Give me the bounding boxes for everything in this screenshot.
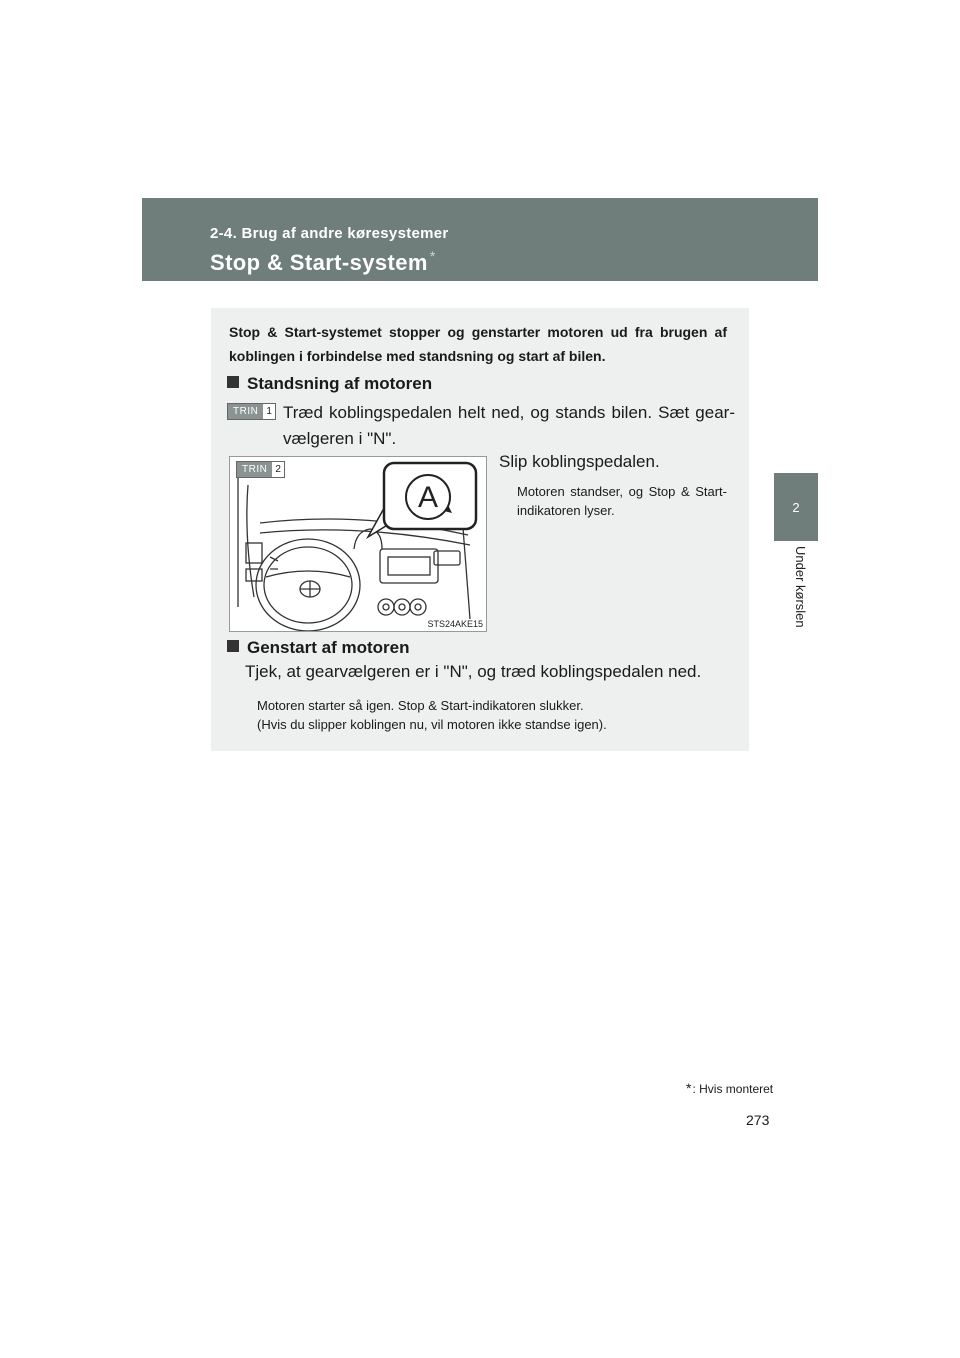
step1-badge: [227, 403, 276, 420]
restart-heading: [227, 638, 409, 658]
callout-letter: A: [417, 481, 439, 514]
dashboard-illustration: [229, 456, 487, 632]
restart-heading-text: Genstart af motoren: [247, 638, 410, 657]
step2-text: Slip koblingspedalen.: [499, 452, 660, 471]
step1-text: Træd koblingspedalen helt ned, og stands bilen. Sæt gear-vælgeren i "N".: [283, 403, 735, 448]
header-band: [142, 198, 818, 281]
bullet-square-icon: [227, 376, 239, 388]
title-marker: *: [429, 248, 436, 264]
stop-heading: [227, 374, 432, 394]
restart-note-line2: (Hvis du slipper koblingen nu, vil motoren ikke standse igen).: [257, 717, 607, 732]
chapter-tab[interactable]: 2: [774, 473, 818, 541]
section-label: 2-4. Brug af andre køresystemer: [210, 225, 449, 242]
chapter-label: Under kørslen: [793, 546, 808, 628]
footnote: [686, 1080, 773, 1096]
footnote-text: : Hvis monteret: [692, 1082, 774, 1096]
figure-code: STS24AKE15: [427, 619, 483, 629]
restart-note-line1: Motoren starter så igen. Stop & Start-indikatoren slukker.: [257, 698, 584, 713]
page-number: 273: [746, 1112, 770, 1128]
page-title: [210, 248, 436, 276]
asterisk-icon: *: [686, 1080, 692, 1096]
restart-text: Tjek, at gearvælgeren er i "N", og træd koblingspedalen ned.: [245, 662, 702, 681]
bullet-square-icon: [227, 640, 239, 652]
step2-badge-word: TRIN: [237, 462, 272, 477]
step2-note: Motoren standser, og Stop & Start-indikatoren lyser.: [517, 484, 727, 518]
step2-badge: [236, 461, 285, 478]
intro-text: Stop & Start-systemet stopper og genstarter motoren ud fra brugen af koblingen i forbindelse med standsning og start af bilen.: [229, 324, 727, 364]
step1-badge-word: TRIN: [228, 404, 263, 419]
stop-heading-text: Standsning af motoren: [247, 374, 433, 393]
step2-badge-number: 2: [275, 464, 281, 475]
page-title-text: Stop & Start-system: [210, 250, 428, 275]
dashboard-drawing: [230, 457, 486, 631]
content-box: [211, 308, 749, 751]
restart-note: [257, 696, 607, 734]
step1-badge-number: 1: [266, 406, 272, 417]
